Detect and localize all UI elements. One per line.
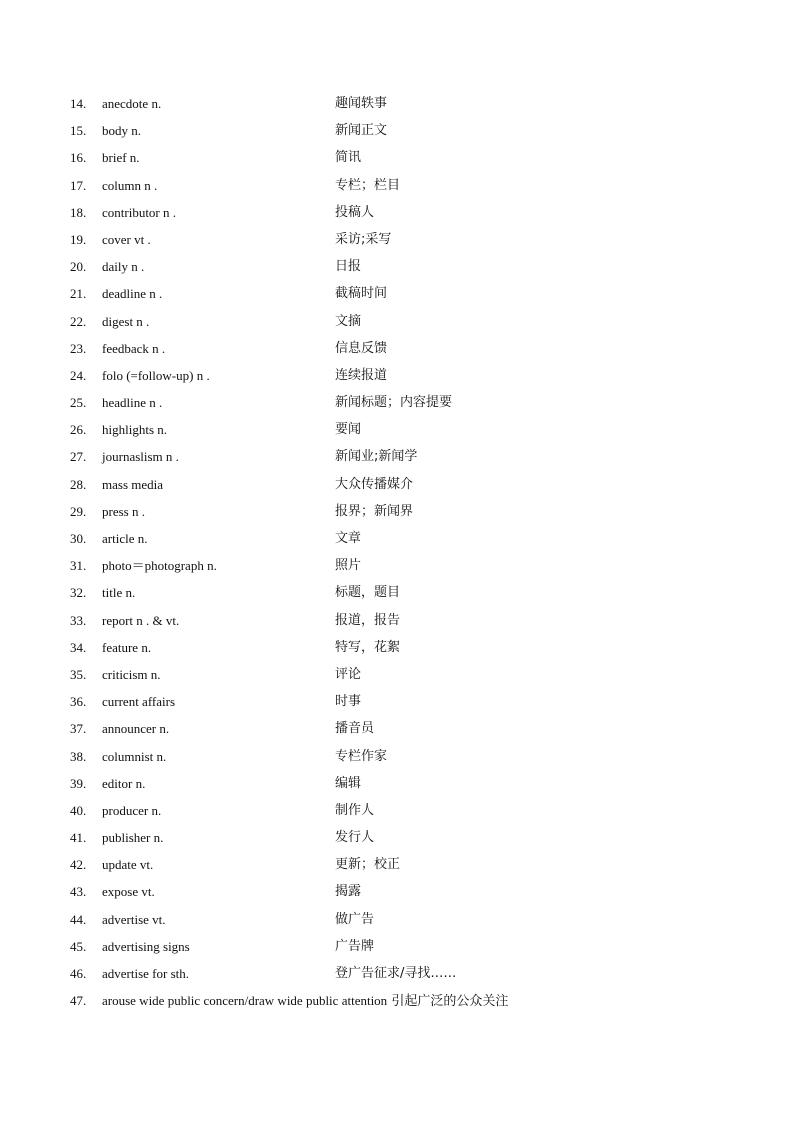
item-number: 39. [70, 775, 87, 791]
chinese-meaning: 要闻 [335, 422, 362, 438]
list-item [0, 933, 794, 960]
item-number: 33. [70, 612, 87, 628]
english-term: advertising signs [102, 938, 190, 954]
item-number: 43. [70, 884, 87, 900]
chinese-meaning: 简讯 [335, 150, 362, 166]
item-number: 34. [70, 639, 87, 655]
chinese-meaning: 时事 [335, 694, 362, 710]
item-number: 17. [70, 177, 87, 193]
english-term: title n. [102, 585, 136, 601]
english-term: editor n. [102, 775, 146, 791]
list-item [0, 389, 794, 416]
item-number: 47. [70, 993, 87, 1009]
english-term: producer n. [102, 802, 162, 818]
item-number: 14. [70, 96, 87, 111]
chinese-meaning: 播音员 [335, 721, 375, 737]
chinese-meaning: 新闻正文 [335, 123, 388, 139]
chinese-meaning: 新闻业;新闻学 [335, 449, 418, 465]
english-term: feedback n . [102, 340, 166, 356]
english-term: criticism n. [102, 666, 161, 682]
english-term: expose vt. [102, 884, 155, 900]
item-number: 24. [70, 367, 87, 383]
english-term: brief n. [102, 150, 140, 166]
item-number: 46. [70, 966, 87, 981]
english-term: journaslism n . [102, 449, 179, 465]
list-item [0, 525, 794, 552]
item-number: 16. [70, 150, 87, 166]
item-number: 31. [70, 558, 87, 574]
english-term: article n. [102, 531, 148, 546]
chinese-meaning: 新闻标题；内容提要 [335, 395, 453, 411]
list-item [0, 688, 794, 715]
chinese-meaning: 制作人 [335, 802, 375, 818]
chinese-meaning: 文章 [335, 531, 362, 546]
item-number: 22. [70, 313, 87, 329]
list-item [0, 90, 794, 117]
list-item [0, 117, 794, 144]
item-number: 28. [70, 476, 87, 492]
item-number: 36. [70, 694, 87, 710]
chinese-meaning: 引起广泛的公众关注 [387, 994, 509, 1010]
chinese-meaning: 更新；校正 [335, 857, 401, 873]
list-item [0, 199, 794, 226]
list-item [0, 607, 794, 634]
item-number: 20. [70, 259, 87, 275]
list-item [0, 335, 794, 362]
list-item [0, 634, 794, 661]
list-item [0, 280, 794, 307]
list-item [0, 661, 794, 688]
chinese-meaning: 信息反馈 [335, 340, 388, 356]
list-item [0, 226, 794, 253]
chinese-meaning: 专栏；栏目 [335, 177, 401, 193]
list-item [0, 443, 794, 470]
chinese-meaning: 报界；新闻界 [335, 503, 414, 519]
list-item [0, 308, 794, 335]
list-item [0, 987, 794, 1014]
list-item [0, 253, 794, 280]
english-term: anecdote n. [102, 96, 162, 111]
chinese-meaning: 趣闻轶事 [335, 96, 388, 111]
item-number: 18. [70, 204, 87, 220]
item-number: 27. [70, 449, 87, 465]
list-item [0, 715, 794, 742]
list-item [0, 362, 794, 389]
item-number: 26. [70, 422, 87, 438]
english-term: press n . [102, 503, 145, 519]
item-number: 42. [70, 857, 87, 873]
item-number: 21. [70, 286, 87, 302]
list-item [0, 824, 794, 851]
list-item [0, 906, 794, 933]
item-number: 41. [70, 830, 87, 846]
chinese-meaning: 照片 [335, 558, 362, 574]
english-term: report n . & vt. [102, 612, 180, 628]
english-term: photo＝photograph n. [102, 558, 217, 574]
chinese-meaning: 大众传播媒介 [335, 476, 414, 492]
english-term: highlights n. [102, 422, 168, 438]
chinese-meaning: 连续报道 [335, 367, 388, 383]
chinese-meaning: 投稿人 [335, 204, 375, 220]
english-term: advertise vt. [102, 911, 166, 927]
chinese-meaning: 特写，花絮 [335, 639, 401, 655]
chinese-meaning: 编辑 [335, 775, 362, 791]
item-number: 30. [70, 531, 87, 546]
item-number: 38. [70, 748, 87, 764]
english-term: feature n. [102, 639, 152, 655]
english-term: contributor n . [102, 204, 177, 220]
item-number: 23. [70, 340, 87, 356]
english-term: announcer n. [102, 721, 170, 737]
list-item [0, 770, 794, 797]
list-item [0, 579, 794, 606]
list-item [0, 878, 794, 905]
item-number: 45. [70, 938, 87, 954]
chinese-meaning: 日报 [335, 259, 362, 275]
english-term: update vt. [102, 857, 154, 873]
chinese-meaning: 揭露 [335, 884, 362, 900]
english-term: body n. [102, 123, 141, 139]
list-item [0, 172, 794, 199]
chinese-meaning: 评论 [335, 666, 362, 682]
english-term: advertise for sth. [102, 966, 190, 981]
list-item [0, 960, 794, 987]
chinese-meaning: 登广告征求/寻找…… [335, 966, 457, 981]
english-term: digest n . [102, 313, 150, 329]
list-item [0, 498, 794, 525]
english-term: deadline n . [102, 286, 163, 302]
item-number: 35. [70, 666, 87, 682]
list-item [0, 144, 794, 171]
english-term: current affairs [102, 694, 176, 710]
item-number: 44. [70, 911, 87, 927]
english-term: daily n . [102, 259, 145, 275]
english-term: mass media [102, 476, 164, 492]
vocabulary-list [0, 90, 794, 1014]
list-item [0, 471, 794, 498]
english-term: headline n . [102, 395, 163, 411]
list-item [0, 851, 794, 878]
item-number: 15. [70, 123, 87, 139]
english-term: column n . [102, 177, 158, 193]
english-term: cover vt . [102, 231, 151, 247]
item-number: 40. [70, 802, 87, 818]
list-item [0, 416, 794, 443]
item-number: 19. [70, 231, 87, 247]
english-term: publisher n. [102, 830, 164, 846]
list-item [0, 797, 794, 824]
english-term: columnist n. [102, 748, 167, 764]
chinese-meaning: 广告牌 [335, 938, 375, 954]
english-term: arouse wide public concern/draw wide public attention [102, 993, 388, 1009]
english-term-with-meaning [102, 987, 508, 1015]
item-number: 32. [70, 585, 87, 601]
chinese-meaning: 专栏作家 [335, 748, 388, 764]
chinese-meaning: 做广告 [335, 911, 375, 927]
english-term: folo (=follow-up) n . [102, 367, 210, 383]
chinese-meaning: 标题，题目 [335, 585, 401, 601]
list-item [0, 743, 794, 770]
chinese-meaning: 发行人 [335, 830, 375, 846]
chinese-meaning: 报道，报告 [335, 612, 401, 628]
list-item [0, 552, 794, 579]
chinese-meaning: 截稿时间 [335, 286, 388, 302]
chinese-meaning: 文摘 [335, 313, 362, 329]
item-number: 37. [70, 721, 87, 737]
item-number: 25. [70, 395, 87, 411]
chinese-meaning: 采访;采写 [335, 231, 392, 247]
item-number: 29. [70, 503, 87, 519]
